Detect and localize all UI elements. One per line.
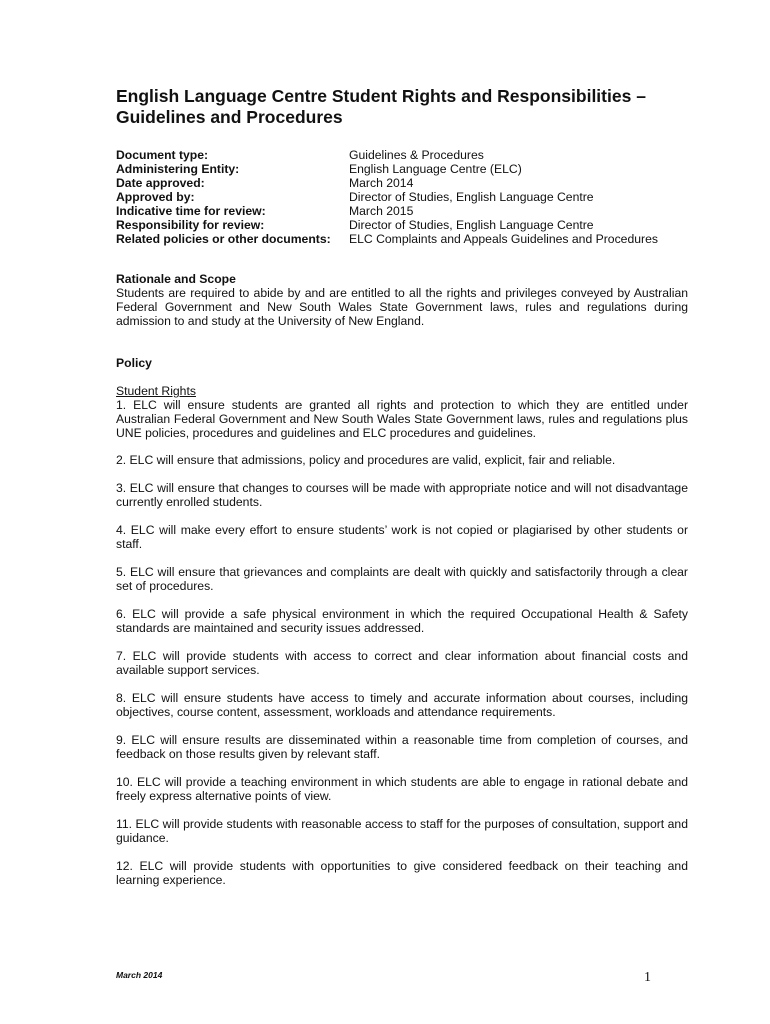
list-item: 8. ELC will ensure students have access to timely and accurate information about courses, including objectives, course content, assessment, workloads and attendance requirements. [116,691,688,719]
document-content [116,86,688,901]
meta-value-approved-by: Director of Studies, English Language Centre [349,190,594,204]
meta-value-review-time: March 2015 [349,204,414,218]
meta-value-administering-entity: English Language Centre (ELC) [349,162,522,176]
list-item: 3. ELC will ensure that changes to courses will be made with appropriate notice and will not disadvantage currently enrolled students. [116,481,688,509]
meta-value-review-responsibility: Director of Studies, English Language Centre [349,218,594,232]
page-number: 1 [644,970,651,985]
meta-key-review-time: Indicative time for review: [116,204,266,218]
meta-key-date-approved: Date approved: [116,176,205,190]
document-title: English Language Centre Student Rights and Responsibilities – Guidelines and Procedures [116,86,646,127]
rationale-text: Students are required to abide by and are entitled to all the rights and privileges conveyed by Australian Federal Government and New South Wales State Government laws, rules and regulations during admission to and study at the University of New England. [116,286,688,328]
list-item: 11. ELC will provide students with reasonable access to staff for the purposes of consultation, support and guidance. [116,817,688,845]
policy-heading: Policy [116,356,152,370]
meta-key-related-documents: Related policies or other documents: [116,232,331,246]
meta-key-administering-entity: Administering Entity: [116,162,240,176]
meta-value-document-type: Guidelines & Procedures [349,148,484,162]
list-item: 5. ELC will ensure that grievances and complaints are dealt with quickly and satisfactorily through a clear set of procedures. [116,565,688,593]
list-item: 9. ELC will ensure results are disseminated within a reasonable time from completion of courses, and feedback on those results given by relevant staff. [116,733,688,761]
footer-date: March 2014 [116,970,163,980]
student-rights-subheading: Student Rights [116,384,196,398]
list-item: 4. ELC will make every effort to ensure students’ work is not copied or plagiarised by other students or staff. [116,523,688,551]
meta-key-document-type: Document type: [116,148,209,162]
list-item: 2. ELC will ensure that admissions, policy and procedures are valid, explicit, fair and reliable. [116,453,616,467]
meta-key-approved-by: Approved by: [116,190,195,204]
student-rights-list [116,398,688,887]
list-item: 12. ELC will provide students with opportunities to give considered feedback on their teaching and learning experience. [116,859,688,887]
meta-value-date-approved: March 2014 [349,176,414,190]
rationale-heading: Rationale and Scope [116,272,236,286]
list-item: 1. ELC will ensure students are granted all rights and protection to which they are entitled under Australian Federal Government and New South Wales State Government laws, rules and regulations plus UNE policies, procedures and guidelines and ELC procedures and guidelines. [116,398,688,440]
meta-key-review-responsibility: Responsibility for review: [116,218,265,232]
list-item: 6. ELC will provide a safe physical environment in which the required Occupational Health & Safety standards are maintained and security issues addressed. [116,607,688,635]
list-item: 10. ELC will provide a teaching environment in which students are able to engage in rational debate and freely express alternative points of view. [116,775,688,803]
document-meta-table [116,148,688,246]
list-item: 7. ELC will provide students with access to correct and clear information about financial costs and available support services. [116,649,688,677]
meta-value-related-documents: ELC Complaints and Appeals Guidelines and Procedures [349,232,658,246]
